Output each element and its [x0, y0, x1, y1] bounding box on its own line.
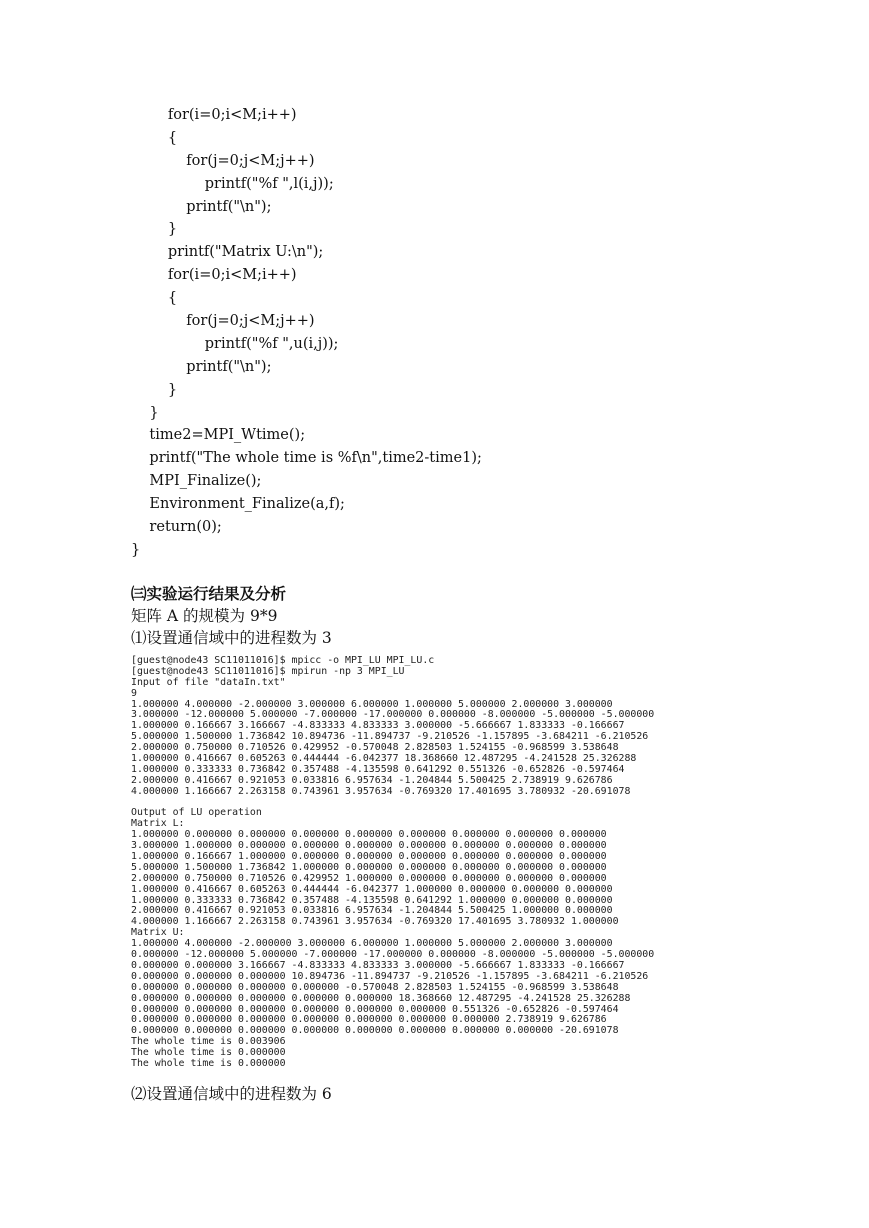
terminal-line: 1.000000 0.333333 0.736842 0.357488 -4.135598 0.641292 0.551326 -0.652826 -0.597464	[131, 763, 625, 775]
code-line: printf("\n");	[131, 198, 272, 215]
code-listing	[131, 104, 831, 562]
code-line: printf("%f ",u(i,j));	[131, 335, 339, 352]
terminal-line: [guest@node43 SC11011016]$ mpirun -np 3 MPI_LU	[131, 665, 405, 677]
terminal-output-screenshot	[131, 656, 741, 1070]
section-heading: ㈢实验运行结果及分析	[131, 584, 287, 603]
terminal-line: The whole time is 0.003906	[131, 1036, 286, 1048]
terminal-line: 4.000000 1.166667 2.263158 0.743961 3.957634 -0.769320 17.401695 3.780932 1.000000	[131, 916, 619, 928]
terminal-line: 0.000000 0.000000 0.000000 10.894736 -11.894737 -9.210526 -1.157895 -3.684211 -6.210526	[131, 970, 649, 982]
code-line: return(0);	[131, 519, 222, 536]
code-line: for(i=0;i<M;i++)	[131, 107, 297, 123]
code-line: printf("\n");	[131, 358, 272, 375]
matrix-size-text: 矩阵 A 的规模为 9*9	[131, 607, 278, 625]
terminal-line: 9	[131, 687, 137, 699]
terminal-line: 2.000000 0.416667 0.921053 0.033816 6.957634 -1.204844 5.500425 2.738919 9.626786	[131, 774, 613, 786]
terminal-line: 0.000000 0.000000 0.000000 0.000000 -0.570048 2.828503 1.524155 -0.968599 3.538648	[131, 981, 619, 993]
terminal-line: 1.000000 4.000000 -2.000000 3.000000 6.000000 1.000000 5.000000 2.000000 3.000000	[131, 938, 613, 950]
terminal-line: 5.000000 1.500000 1.736842 1.000000 0.000000 0.000000 0.000000 0.000000 0.000000	[131, 861, 607, 873]
code-line: }	[131, 381, 178, 398]
terminal-line: 1.000000 0.416667 0.605263 0.444444 -6.042377 18.368660 12.487295 -4.241528 25.326288	[131, 753, 637, 765]
code-line: Environment_Finalize(a,f);	[131, 496, 345, 513]
terminal-line: 3.000000 1.000000 0.000000 0.000000 0.000000 0.000000 0.000000 0.000000 0.000000	[131, 840, 607, 852]
code-line: for(j=0;j<M;j++)	[131, 313, 315, 330]
terminal-line: 0.000000 0.000000 0.000000 0.000000 0.000000 0.000000 0.000000 0.000000 -20.691078	[131, 1025, 619, 1037]
code-line: for(j=0;j<M;j++)	[131, 152, 315, 169]
terminal-line: 1.000000 0.166667 1.000000 0.000000 0.000000 0.000000 0.000000 0.000000 0.000000	[131, 851, 607, 863]
terminal-line: 1.000000 0.333333 0.736842 0.357488 -4.135598 0.641292 1.000000 0.000000 0.000000	[131, 894, 613, 906]
terminal-line: 5.000000 1.500000 1.736842 10.894736 -11.894737 -9.210526 -1.157895 -3.684211 -6.210526	[131, 731, 649, 743]
terminal-line: The whole time is 0.000000	[131, 1047, 286, 1059]
terminal-line: 2.000000 0.750000 0.710526 0.429952 1.000000 0.000000 0.000000 0.000000 0.000000	[131, 872, 607, 884]
code-line: {	[131, 129, 178, 146]
terminal-line: 0.000000 -12.000000 5.000000 -7.000000 -17.000000 0.000000 -8.000000 -5.000000 -5.000000	[131, 949, 655, 961]
code-line: printf("Matrix U:\n");	[131, 244, 324, 261]
results-section	[131, 583, 831, 649]
code-line: time2=MPI_Wtime();	[131, 427, 306, 444]
code-line: }	[131, 541, 141, 558]
code-line: }	[131, 404, 159, 421]
terminal-line: 0.000000 0.000000 3.166667 -4.833333 4.833333 3.000000 -5.666667 1.833333 -0.166667	[131, 959, 625, 971]
terminal-line: 2.000000 0.750000 0.710526 0.429952 -0.570048 2.828503 1.524155 -0.968599 3.538648	[131, 742, 619, 754]
code-line: printf("The whole time is %f\n",time2-time1);	[131, 450, 482, 467]
code-line: printf("%f ",l(i,j));	[131, 175, 334, 192]
terminal-line: 0.000000 0.000000 0.000000 0.000000 0.000000 18.368660 12.487295 -4.241528 25.326288	[131, 992, 631, 1004]
case-1-title: ⑴设置通信域中的进程数为 3	[131, 629, 332, 647]
terminal-line: 0.000000 0.000000 0.000000 0.000000 0.000000 0.000000 0.000000 2.738919 9.626786	[131, 1014, 607, 1026]
terminal-line: Matrix U:	[131, 927, 185, 939]
terminal-line: 0.000000 0.000000 0.000000 0.000000 0.000000 0.000000 0.551326 -0.652826 -0.597464	[131, 1003, 619, 1015]
terminal-line: 1.000000 0.000000 0.000000 0.000000 0.000000 0.000000 0.000000 0.000000 0.000000	[131, 829, 607, 841]
terminal-line: Input of file "dataIn.txt"	[131, 676, 286, 688]
terminal-line: 2.000000 0.416667 0.921053 0.033816 6.957634 -1.204844 5.500425 1.000000 0.000000	[131, 905, 613, 917]
case-2-title: ⑵设置通信域中的进程数为 6	[131, 1085, 332, 1103]
terminal-line: 3.000000 -12.000000 5.000000 -7.000000 -17.000000 0.000000 -8.000000 -5.000000 -5.000000	[131, 709, 655, 721]
terminal-line: 1.000000 0.166667 3.166667 -4.833333 4.833333 3.000000 -5.666667 1.833333 -0.166667	[131, 720, 625, 732]
terminal-line: Output of LU operation	[131, 807, 262, 819]
terminal-line: Matrix L:	[131, 818, 185, 830]
code-line: }	[131, 221, 178, 238]
code-line: MPI_Finalize();	[131, 473, 262, 490]
terminal-line: The whole time is 0.000000	[131, 1057, 286, 1069]
code-line: {	[131, 290, 178, 307]
terminal-line: [guest@node43 SC11011016]$ mpicc -o MPI_LU MPI_LU.c	[131, 655, 435, 666]
code-line: for(i=0;i<M;i++)	[131, 267, 297, 284]
terminal-line: 1.000000 4.000000 -2.000000 3.000000 6.000000 1.000000 5.000000 2.000000 3.000000	[131, 698, 613, 710]
terminal-line: 1.000000 0.416667 0.605263 0.444444 -6.042377 1.000000 0.000000 0.000000 0.000000	[131, 883, 613, 895]
terminal-line: 4.000000 1.166667 2.263158 0.743961 3.957634 -0.769320 17.401695 3.780932 -20.691078	[131, 785, 631, 797]
